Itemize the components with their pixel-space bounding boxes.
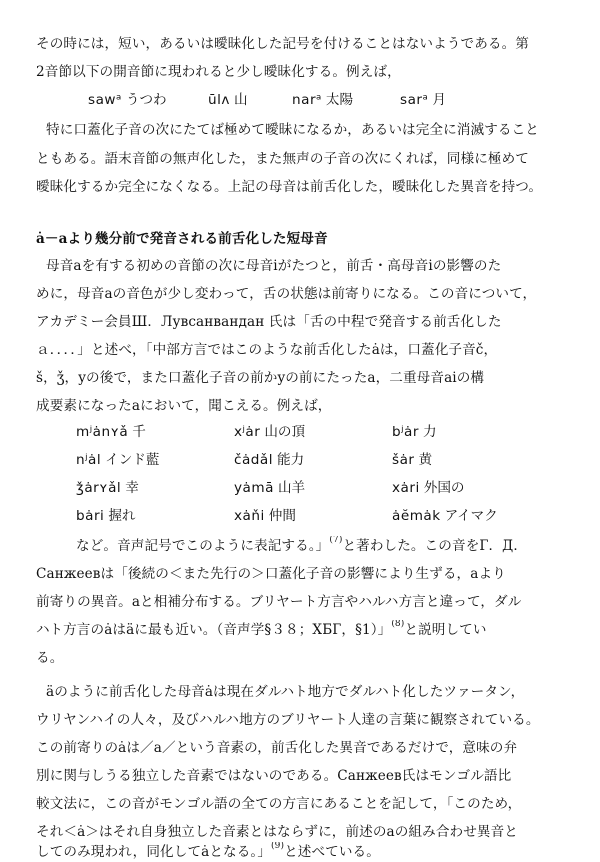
romanization: bʲȧr xyxy=(392,424,419,440)
text-line: アカデミー会員Ш．Лувсанвандан 氏は「舌の中程で発音する前舌化した xyxy=(36,314,502,330)
example-item xyxy=(234,506,296,526)
text-line xyxy=(36,620,584,640)
romanization: xȧri xyxy=(392,480,420,496)
text-line: それ＜ȧ＞はそれ自身独立した音素とはならずに，前述のaの組み合わせ異音と xyxy=(36,824,518,840)
gloss: 黄 xyxy=(418,452,433,468)
text-line: š，ǯ，yの後で，また口蓋化子音の前かyの前にたったa，二重母音aiの構 xyxy=(36,370,485,386)
romanization: ȧĕmȧk xyxy=(392,508,441,524)
text-line: る。 xyxy=(36,650,64,666)
example-item xyxy=(208,90,248,110)
footnote-ref: (8) xyxy=(391,620,405,630)
text-line: 較文法に，この音がモンゴル語の全ての方言にあることを記して，「このため， xyxy=(36,796,522,812)
gloss: 山 xyxy=(233,92,248,108)
text-line: ａ．．．．」と述べ，「中部方言ではこのような前舌化したȧは，口蓋化子音č， xyxy=(36,342,498,358)
example-item xyxy=(392,506,498,526)
text-segment: と述べている。 xyxy=(284,844,380,860)
gloss: 仲間 xyxy=(268,508,296,524)
romanization: xʲȧr xyxy=(234,424,261,440)
example-item xyxy=(76,506,136,526)
romanization: yȧmā xyxy=(234,480,274,496)
text-line: この前寄りのȧは／a／という音素の，前舌化した異音であるだけで，意味の弁 xyxy=(36,740,518,756)
gloss: インド藍 xyxy=(105,452,160,468)
gloss: 千 xyxy=(132,424,146,440)
text-line: Санжеевは「後続の＜また先行の＞口蓋化子音の影響により生ずる，aより xyxy=(36,566,506,582)
text-line xyxy=(76,536,584,556)
example-item xyxy=(76,450,159,470)
romanization: sarᵃ xyxy=(400,92,429,108)
text-line: ウリヤンハイの人々，及びハルハ地方のブリヤート人達の言葉に観察されている。 xyxy=(36,712,540,728)
section-heading: ȧ－aより幾分前で発音される前舌化した短母音 xyxy=(36,231,328,247)
romanization: xȧňi xyxy=(234,508,265,524)
text-line: 前寄りの異音。aと相補分布する。ブリヤート方言やハルハ方言と違って，ダル xyxy=(36,594,522,610)
gloss: 外国の xyxy=(423,480,465,496)
text-line: 母音aを有する初めの音節の次に母音iがたつと，前舌・高母音iの影響のた xyxy=(46,258,502,274)
example-item xyxy=(292,90,353,110)
text-segment: と説明してい xyxy=(404,622,487,638)
gloss: 能力 xyxy=(277,452,305,468)
text-line: 別に関与しうる独立した音素ではないのである。Санжеев氏はモンゴル語比 xyxy=(36,768,512,784)
example-item xyxy=(88,90,167,110)
romanization: bȧri xyxy=(76,508,105,524)
text-line: ともある。語末音節の無声化した，また無声の子音の次にくれば，同様に極めて xyxy=(36,151,529,167)
gloss: 力 xyxy=(422,424,437,440)
text-segment: ハト方言のȧはäに最も近い。（音声学§３８；ХБГ，§1）」 xyxy=(36,622,392,638)
text-line xyxy=(36,842,584,862)
example-item xyxy=(392,478,465,498)
gloss: 山羊 xyxy=(277,480,306,496)
gloss: 太陽 xyxy=(325,92,354,108)
romanization: ūlʌ xyxy=(208,92,230,108)
gloss: 握れ xyxy=(108,508,136,524)
text-segment: してのみ現われ，同化してȧとなる。」 xyxy=(36,844,272,860)
text-line: 曖昧化するか完全になくなる。上記の母音は前舌化した，曖昧化した異音を持つ。 xyxy=(36,179,543,195)
romanization: ǯȧrʏǎl xyxy=(76,480,122,496)
example-item xyxy=(76,478,139,498)
romanization: nʲȧl xyxy=(76,452,102,468)
text-line: 成要素になったaにおいて，聞こえる。例えば， xyxy=(36,398,332,414)
gloss: 月 xyxy=(432,92,446,108)
gloss: アイマク xyxy=(444,508,498,524)
text-line: äのように前舌化した母音ȧは現在ダルハト地方でダルハト化したツァータン， xyxy=(46,684,525,700)
gloss: うつわ xyxy=(125,92,167,108)
romanization: mʲȧnʏǎ xyxy=(76,424,129,440)
romanization: čȧdǎl xyxy=(234,452,274,468)
text-line: 2音節以下の開音節に現われると少し曖昧化する。例えば， xyxy=(36,64,401,80)
text-segment: と著わした。この音をГ．Д． xyxy=(342,538,528,554)
example-item xyxy=(234,450,304,470)
example-item xyxy=(392,422,437,442)
gloss: 幸 xyxy=(125,480,139,496)
example-item xyxy=(234,478,305,498)
text-line: めに，母音aの音色が少し変わって，舌の状態は前寄りになる。この音について， xyxy=(36,286,537,302)
text-segment: など。音声記号でこのように表記する。」 xyxy=(76,538,330,554)
text-line: その時には，短い，あるいは曖昧化した記号を付けることはないようである。第 xyxy=(36,36,529,52)
text-line: 特に口蓋化子音の次にたてば極めて曖昧になるか，あるいは完全に消滅すること xyxy=(46,122,539,138)
example-item xyxy=(392,450,432,470)
romanization: sawᵃ xyxy=(88,92,122,108)
example-item xyxy=(76,422,146,442)
example-item xyxy=(234,422,305,442)
romanization: šȧr xyxy=(392,452,415,468)
example-item xyxy=(400,90,446,110)
romanization: narᵃ xyxy=(292,92,322,108)
footnote-ref: (7) xyxy=(329,536,343,546)
gloss: 山の頂 xyxy=(264,424,306,440)
footnote-ref: (9) xyxy=(271,842,285,852)
